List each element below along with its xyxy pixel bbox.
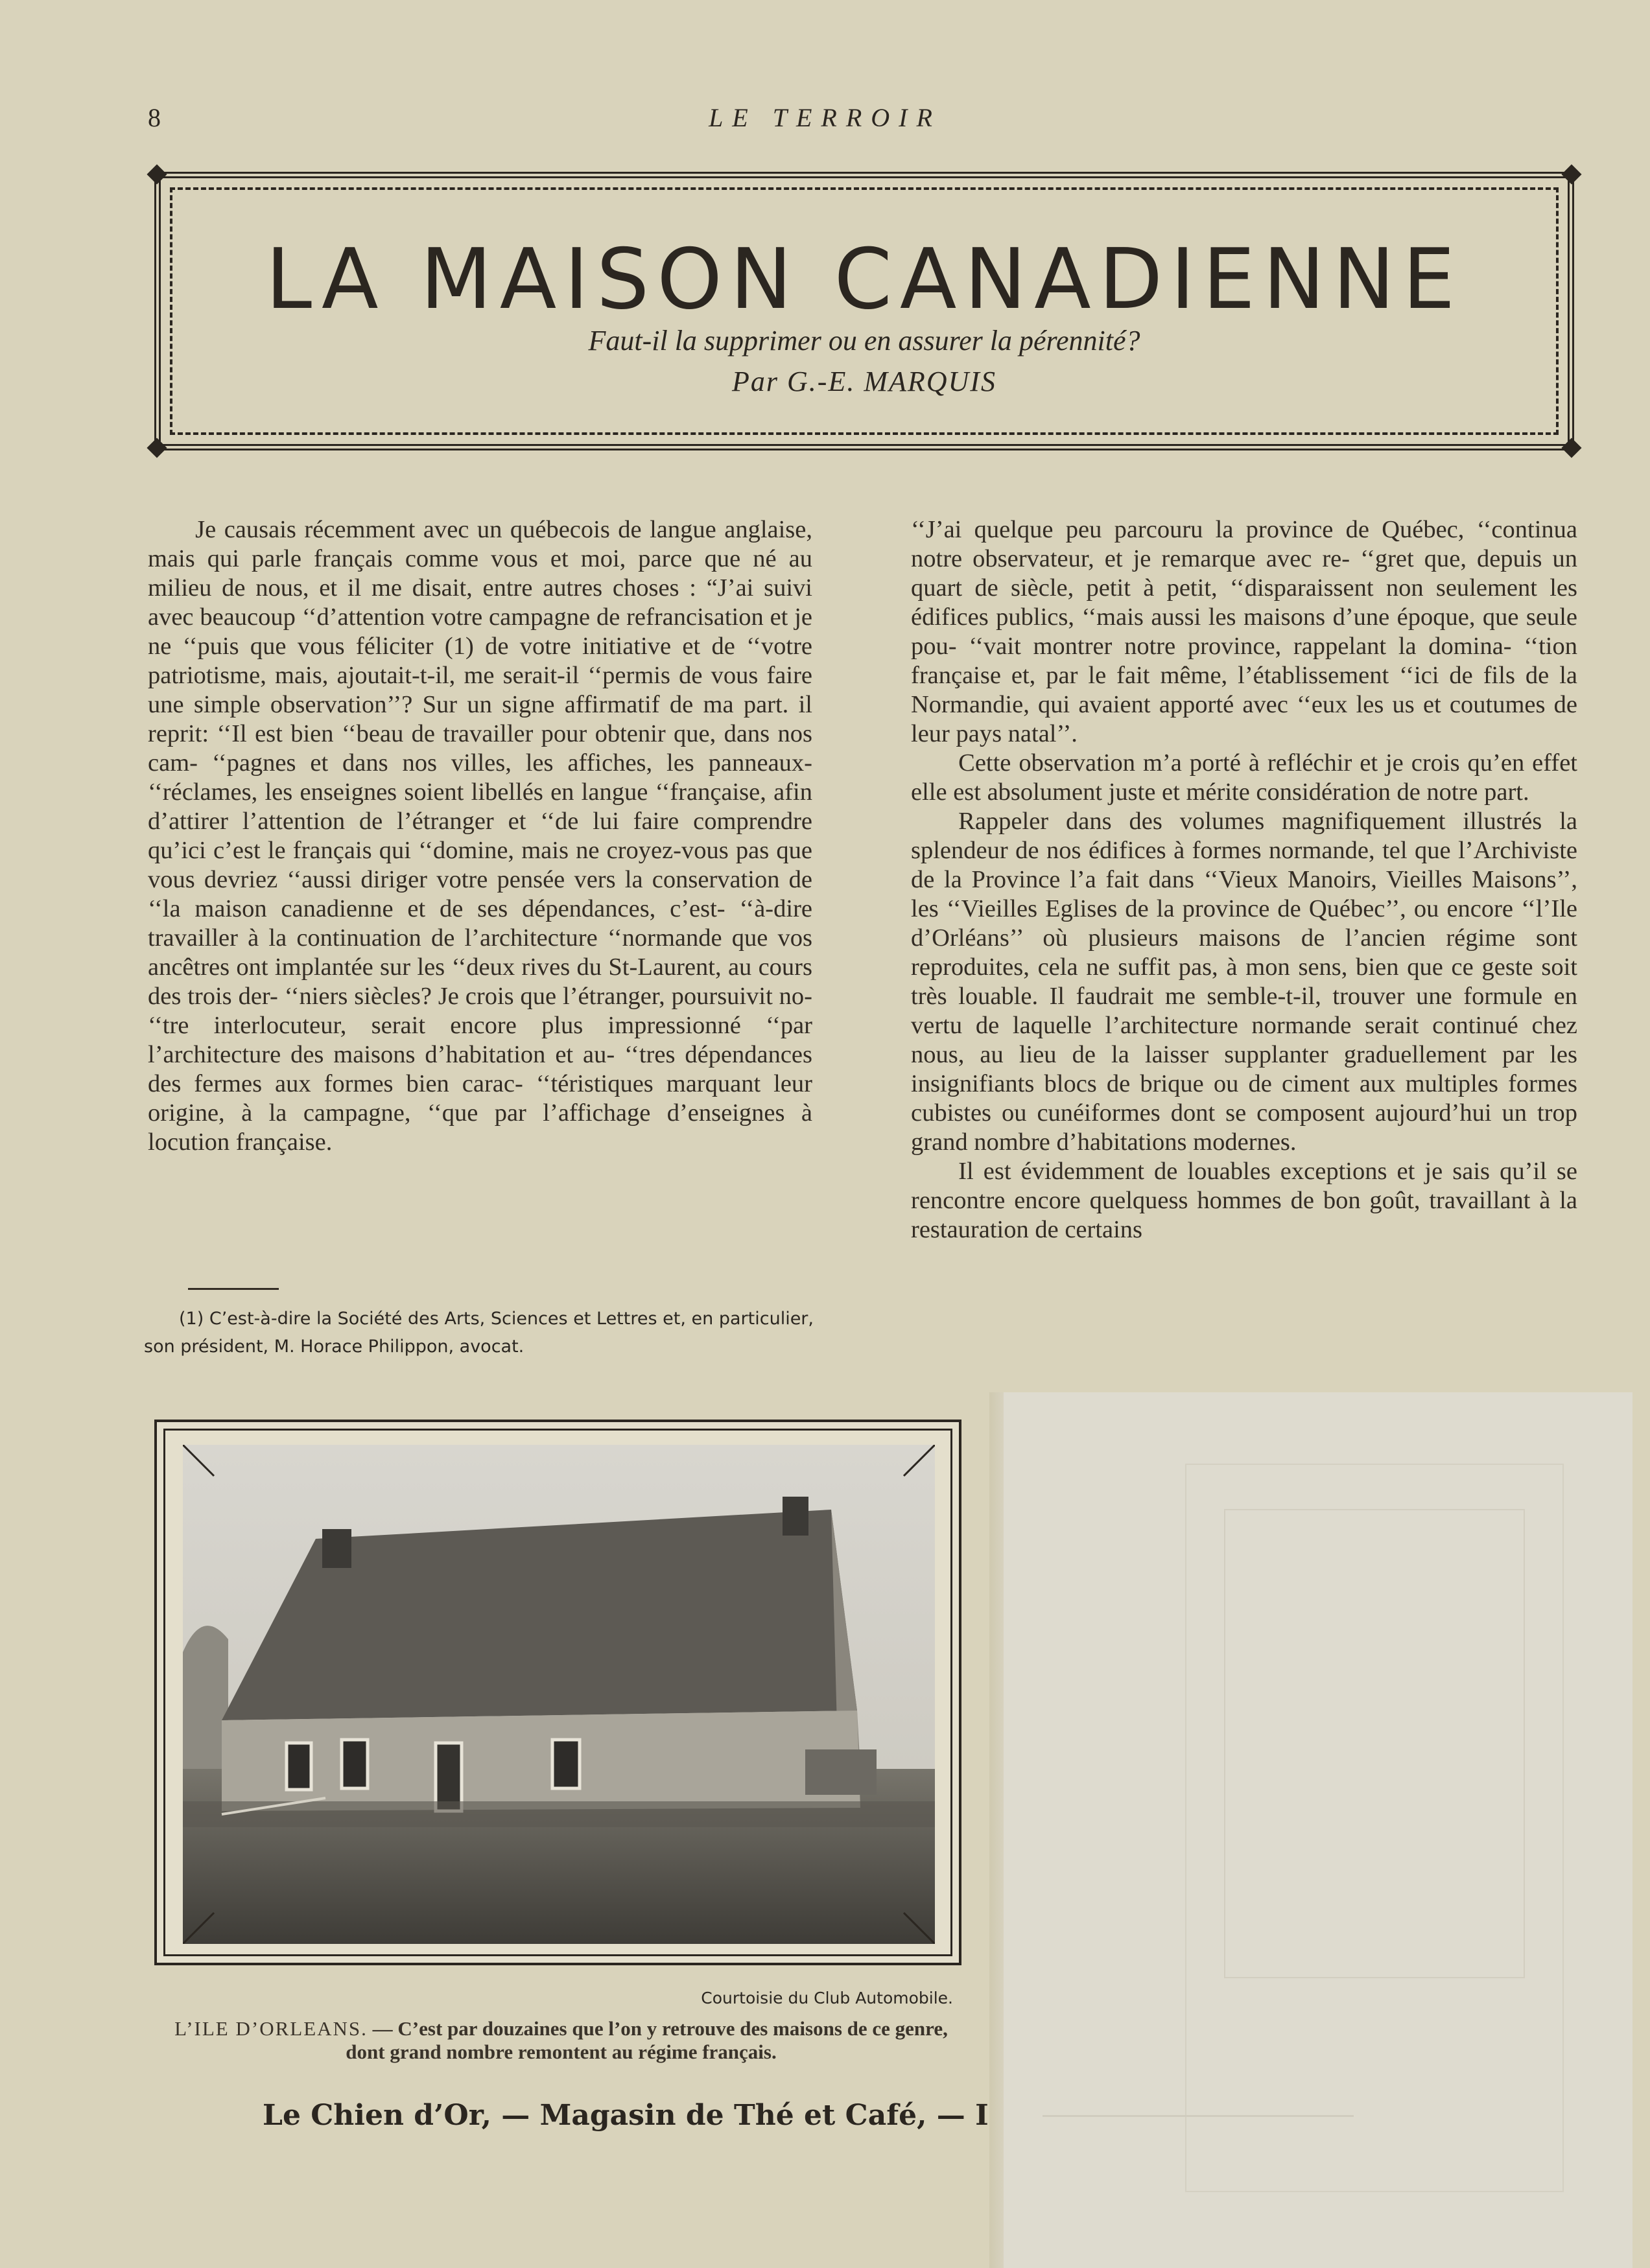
caption-place: L’ILE D’ORLEANS. — [174, 2017, 368, 2040]
caption-text: — C’est par douzaines que l’on y retrouve des maisons de ce genre, dont grand nombre remontent au régime français. — [346, 2017, 948, 2063]
photo-caption — [167, 2017, 955, 2064]
paragraph: Il est évidemment de louables exceptions et je sais qu’il se rencontre encore quelquess hommes de bon goût, travaillant à la restauration de certains — [911, 1158, 1577, 1243]
article-title: LA MAISON CANADIENNE — [265, 231, 1463, 328]
paragraph: Cette observation m’a porté à refléchir et je crois qu’en effet elle est absolument juste et mérite considération de notre part. — [911, 749, 1577, 806]
footnote — [144, 1305, 814, 1361]
article-author: Par G.-E. MARQUIS — [732, 366, 996, 397]
bleed-through-shape — [1224, 1509, 1525, 1978]
left-column — [148, 515, 812, 1157]
journal-title: LE TERROIR — [709, 103, 941, 132]
right-column — [911, 515, 1577, 1245]
paragraph: ‘‘J’ai quelque peu parcouru la province de Québec, ‘‘continua notre observateur, et je remarque avec re- ‘‘gret que, depuis un quart de siècle, petit à petit, ‘‘disparaissent non seulement les édifices publics, ‘‘mais aussi les maisons d’une époque, que seule pou- ‘‘vait montrer notre province, rappelant la domina- ‘‘tion française et, par le fait même, l’établissement ‘‘ici de fils de la Normandie, qui avaient apporté avec ‘‘eux les us et coutumes de leur pays natal’’. — [911, 516, 1577, 747]
paragraph: Je causais récemment avec un québecois de langue anglaise, mais qui parle français comme vous et moi, parce que né au milieu de nous, et il me disait, entre autres choses : “J’ai suivi avec beaucoup ‘‘d’attention votre campagne de refrancisation et je ne ‘‘puis que vous féliciter (1) de votre initiative et de ‘‘votre patriotisme, mais, ajoutait-t-il, me serait-il ‘‘permis de vous faire une simple observation’’? Sur un signe affirmatif de ma part. il reprit: ‘‘Il est bien ‘‘beau de travailler pour obtenir que, dans nos cam- ‘‘pagnes et dans nos villes, les affiches, les panneaux- ‘‘réclames, les enseignes soient libellés en langue ‘‘française, afin d’attirer l’attention de l’étranger et ‘‘de lui faire comprendre qu’ici c’est le français qui ‘‘domine, mais ne croyez-vous pas que vous devriez ‘‘aussi diriger votre pensée vers la conservation de ‘‘la maison canadienne et de ses dépendances, c’est- ‘‘à-dire travailler à la continuation de l’architecture ‘‘normande que vos ancêtres ont implantée sur les ‘‘deux rives du St-Laurent, au cours des trois der- ‘‘niers siècles? Je crois que l’étranger, poursuivit no- ‘‘tre interlocuteur, serait encore plus impressionné ‘‘par l’architecture des maisons d’habitation et au- ‘‘tres dépendances des fermes aux formes bien carac- ‘‘téristiques marquant leur origine, à la campagne, ‘‘que par l’affichage d’enseignes à locution française. — [148, 516, 812, 1156]
footnote-divider — [188, 1288, 279, 1290]
article-subtitle: Faut-il la supprimer ou en assurer la pérennité? — [588, 325, 1140, 357]
pasted-paper-edge — [989, 1392, 1004, 2268]
bleed-through-shape — [1043, 2115, 1354, 2143]
footnote-text: (1) C’est-à-dire la Société des Arts, Sciences et Lettres et, en particulier, son président, M. Horace Philippon, avocat. — [144, 1309, 814, 1357]
pasted-paper-patch — [1004, 1392, 1632, 2268]
house-photo-image — [183, 1445, 935, 1944]
running-header — [148, 102, 1502, 135]
corner-ornament-icon — [1561, 438, 1581, 458]
photo-frame — [154, 1420, 961, 1965]
paragraph: Rappeler dans des volumes magnifiquement illustrés la splendeur de nos édifices à formes normande, tel que l’Archiviste de la Province l’a fait dans ‘‘Vieux Manoirs, Vieilles Maisons’’, les ‘‘Vieilles Eglises de la province de Québec’’, ou encore ‘‘l’Ile d’Orléans’’ où plusieurs maisons de l’ancien régime sont reproduites, cela ne suffit pas, à mon sens, bien que ce geste soit très louable. Il faudrait me semble-t-il, trouver une formule en vertu de laquelle l’architecture normande serait continué chez nous, au lieu de la laisser supplanter graduellement par les insignifiants blocs de brique ou de ciment aux multiples formes cubistes ou cunéiformes dont se composent aujourd’hui un trop grand nombre d’habitations modernes. — [911, 808, 1577, 1156]
page-number: 8 — [148, 103, 161, 132]
corner-ornament-icon — [147, 438, 167, 458]
corner-ornament-icon — [147, 164, 167, 184]
house-photo — [183, 1445, 935, 1944]
photo-credit: Courtoisie du Club Automobile. — [701, 1989, 953, 2007]
title-ornament-box — [154, 172, 1574, 450]
advertisement-line: Le Chien d’Or, — Magasin de Thé et Café, — I — [263, 2099, 989, 2132]
corner-ornament-icon — [1561, 164, 1581, 184]
